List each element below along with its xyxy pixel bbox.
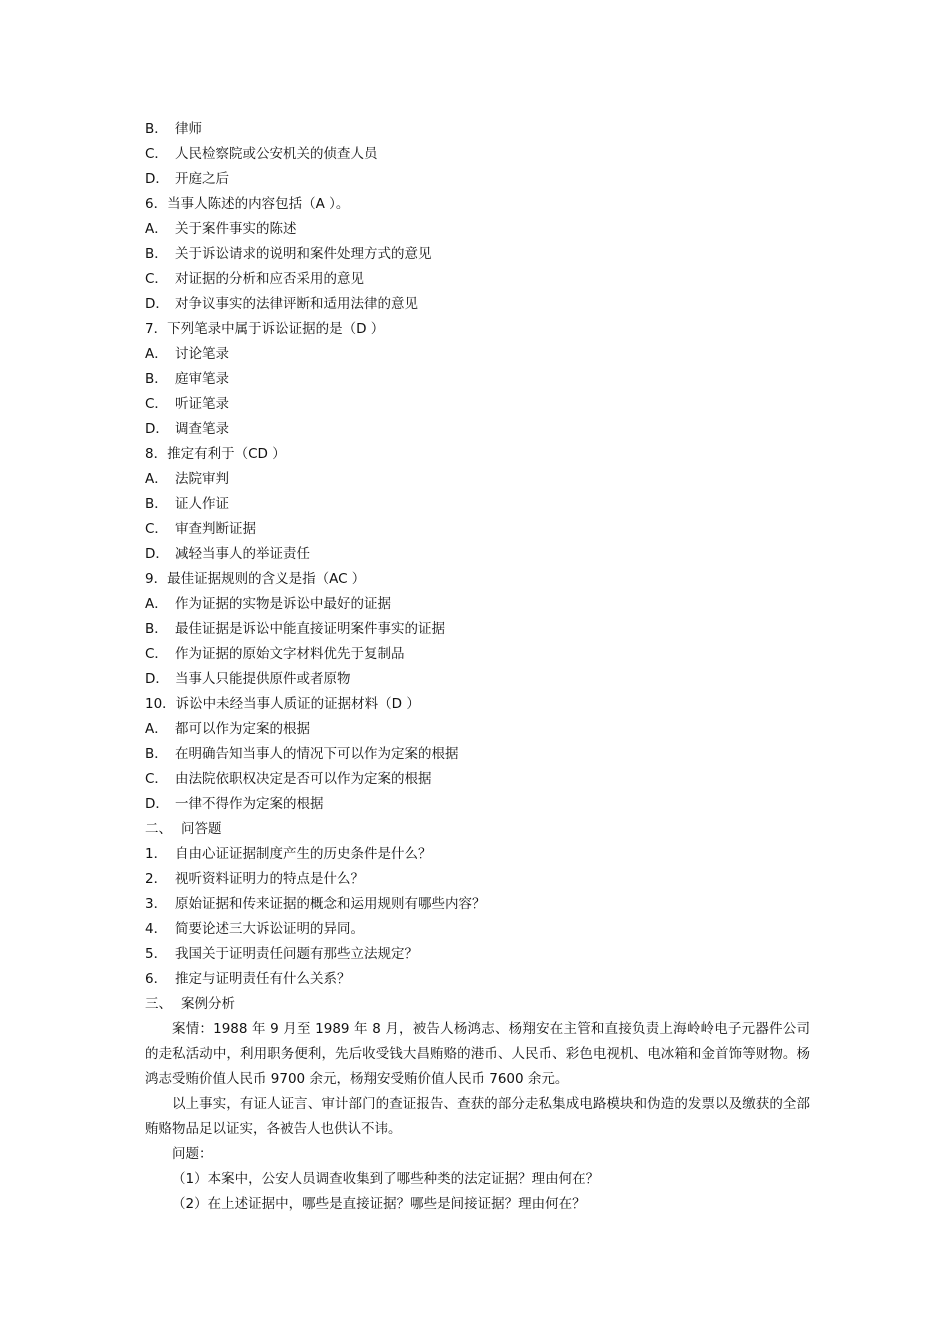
option-a [145, 467, 815, 492]
option-b [145, 367, 815, 392]
option-label: B． [145, 746, 168, 762]
option-label: B． [145, 371, 168, 387]
option-text: 对证据的分析和应否采用的意见 [175, 271, 364, 287]
question-10-stem: 10．诉讼中未经当事人质证的证据材料（D ） [145, 696, 420, 712]
option-c [145, 517, 815, 542]
option-label: D． [145, 671, 169, 687]
case-paragraph: 案情：1988 年 9 月至 1989 年 8 月，被告人杨鸿志、杨翔安在主管和直接负责上海岭岭电子元器件公司的走私活动中，利用职务便利，先后收受钱大昌贿赂的港币、人民币、彩色电视机、电冰箱和金首饰等财物。杨鸿志受贿价值人民币 9700 余元，杨翔安受贿价值人民币 7600 余元。 [145, 1021, 810, 1087]
option-text: 作为证据的原始文字材料优先于复制品 [175, 646, 405, 662]
question-6-stem: 6．当事人陈述的内容包括（A ）。 [145, 196, 350, 212]
option-text: 证人作证 [175, 496, 229, 512]
option-label: B． [145, 246, 168, 262]
option-text: 讨论笔录 [175, 346, 229, 362]
qa-item [145, 892, 815, 917]
option-label: A． [145, 346, 168, 362]
option-label: D． [145, 296, 169, 312]
option-d [145, 167, 815, 192]
option-text: 当事人只能提供原件或者原物 [175, 671, 351, 687]
option-label: C． [145, 271, 168, 287]
option-text: 减轻当事人的举证责任 [175, 546, 310, 562]
option-d [145, 542, 815, 567]
section-title: 案例分析 [181, 996, 235, 1012]
option-b [145, 742, 815, 767]
option-c [145, 392, 815, 417]
qa-number: 5． [145, 946, 168, 962]
option-label: D． [145, 796, 169, 812]
option-text: 关于案件事实的陈述 [175, 221, 297, 237]
option-label: A． [145, 721, 168, 737]
option-text: 法院审判 [175, 471, 229, 487]
option-label: A． [145, 221, 168, 237]
option-b [145, 492, 815, 517]
option-a [145, 592, 815, 617]
option-text: 都可以作为定案的根据 [175, 721, 310, 737]
qa-text: 视听资料证明力的特点是什么？ [175, 871, 364, 887]
questions-label: 问题： [172, 1146, 213, 1162]
qa-item [145, 942, 815, 967]
option-a [145, 717, 815, 742]
option-b [145, 617, 815, 642]
option-a [145, 342, 815, 367]
facts-paragraph: 以上事实，有证人证言、审计部门的查证报告、查获的部分走私集成电路模块和伪造的发票以及缴获的全部贿赂物品足以证实，各被告人也供认不讳。 [145, 1096, 810, 1137]
option-label: D． [145, 546, 169, 562]
qa-number: 1． [145, 846, 168, 862]
option-label: B． [145, 621, 168, 637]
option-c [145, 767, 815, 792]
qa-number: 3． [145, 896, 168, 912]
question-9-stem: 9．最佳证据规则的含义是指（AC ） [145, 571, 366, 587]
option-text: 最佳证据是诉讼中能直接证明案件事实的证据 [175, 621, 445, 637]
option-label: A． [145, 596, 168, 612]
option-d [145, 417, 815, 442]
option-c [145, 267, 815, 292]
option-d [145, 292, 815, 317]
option-label: C． [145, 771, 168, 787]
section-heading-case [145, 992, 815, 1017]
qa-item [145, 867, 815, 892]
qa-text: 推定与证明责任有什么关系？ [175, 971, 351, 987]
section-heading-qa [145, 817, 815, 842]
qa-text: 原始证据和传来证据的概念和运用规则有哪些内容？ [175, 896, 486, 912]
document-body [145, 117, 815, 1217]
option-text: 人民检察院或公安机关的侦查人员 [175, 146, 378, 162]
option-label: C． [145, 396, 168, 412]
option-text: 关于诉讼请求的说明和案件处理方式的意见 [175, 246, 432, 262]
qa-text: 自由心证证据制度产生的历史条件是什么？ [175, 846, 432, 862]
qa-number: 4． [145, 921, 168, 937]
qa-item [145, 967, 815, 992]
question-8-stem: 8．推定有利于（CD ） [145, 446, 286, 462]
option-label: C． [145, 646, 168, 662]
option-text: 在明确告知当事人的情况下可以作为定案的根据 [175, 746, 459, 762]
section-title: 问答题 [181, 821, 222, 837]
option-text: 庭审笔录 [175, 371, 229, 387]
option-label: B． [145, 496, 168, 512]
section-number: 三、 [145, 996, 172, 1012]
option-c [145, 642, 815, 667]
qa-number: 2． [145, 871, 168, 887]
option-c [145, 142, 815, 167]
option-b [145, 242, 815, 267]
option-d [145, 667, 815, 692]
qa-item [145, 842, 815, 867]
option-text: 听证笔录 [175, 396, 229, 412]
option-text: 审查判断证据 [175, 521, 256, 537]
case-question-1: （1）本案中，公安人员调查收集到了哪些种类的法定证据？理由何在？ [172, 1171, 600, 1187]
option-label: C． [145, 521, 168, 537]
option-text: 对争议事实的法律评断和适用法律的意见 [175, 296, 418, 312]
option-text: 开庭之后 [175, 171, 229, 187]
option-label: B． [145, 121, 168, 137]
qa-text: 简要论述三大诉讼证明的异同。 [175, 921, 364, 937]
qa-text: 我国关于证明责任问题有那些立法规定？ [175, 946, 418, 962]
option-b [145, 117, 815, 142]
option-text: 一律不得作为定案的根据 [175, 796, 324, 812]
question-7-stem: 7．下列笔录中属于诉讼证据的是（D ） [145, 321, 385, 337]
option-d [145, 792, 815, 817]
case-question-2: （2）在上述证据中，哪些是直接证据？哪些是间接证据？理由何在？ [172, 1196, 586, 1212]
option-label: A． [145, 471, 168, 487]
section-number: 二、 [145, 821, 172, 837]
option-label: D． [145, 421, 169, 437]
option-text: 调查笔录 [175, 421, 229, 437]
option-label: C． [145, 146, 168, 162]
option-text: 律师 [175, 121, 202, 137]
qa-item [145, 917, 815, 942]
option-text: 作为证据的实物是诉讼中最好的证据 [175, 596, 391, 612]
option-text: 由法院依职权决定是否可以作为定案的根据 [175, 771, 432, 787]
option-label: D． [145, 171, 169, 187]
qa-number: 6． [145, 971, 168, 987]
option-a [145, 217, 815, 242]
